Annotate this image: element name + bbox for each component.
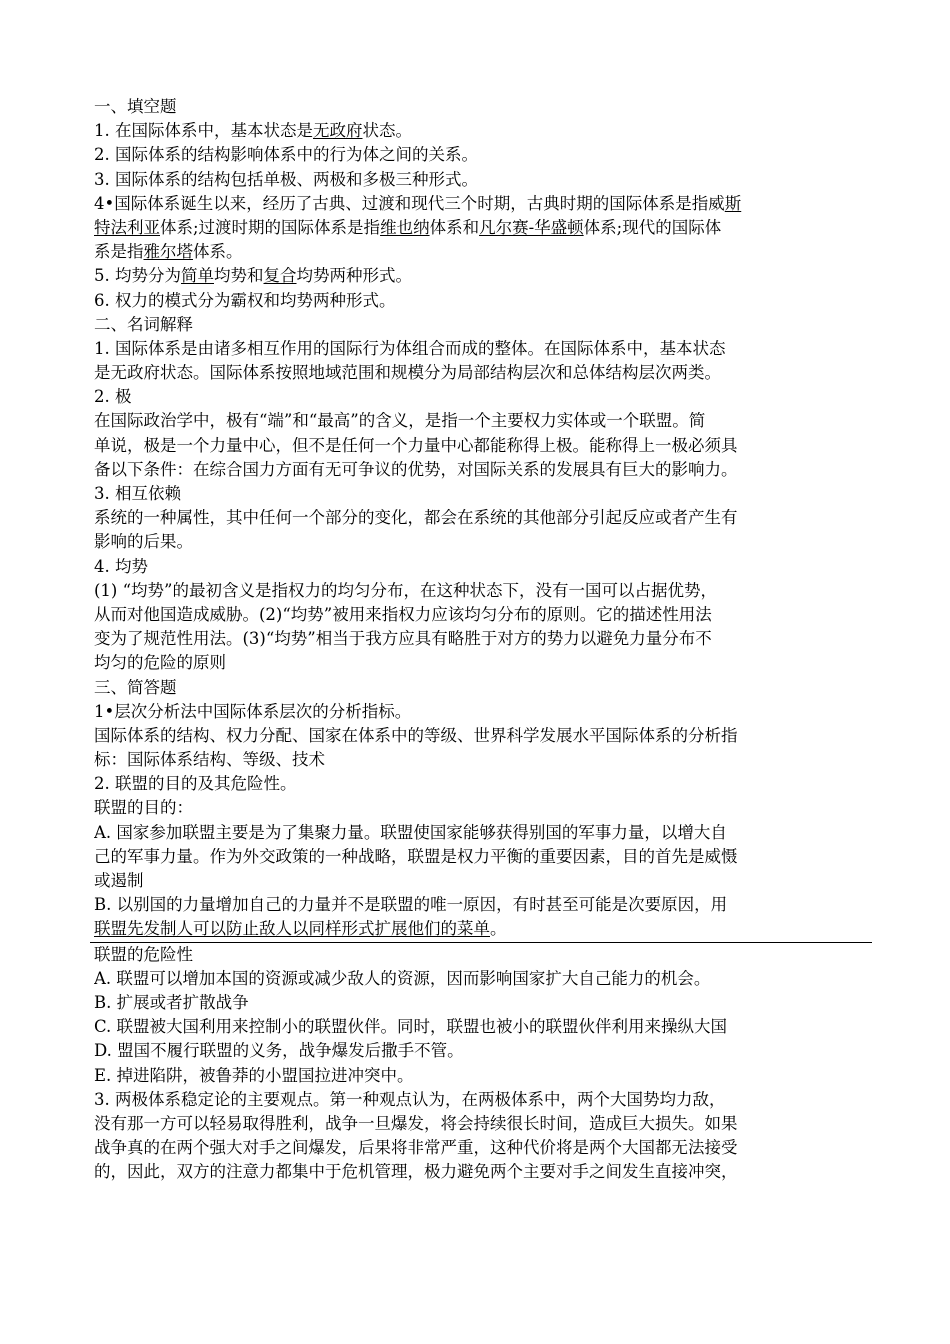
answer-underlined: 维也纳 (380, 217, 430, 237)
short-1-text: 标：国际体系结构、等级、技术 (94, 750, 325, 770)
section-title-fill-in: 一、填空题 (94, 97, 177, 116)
answer-underlined: 复合 (263, 266, 297, 286)
short-2-item-b: B. 以别国的力量增加自己的力量并不是联盟的唯一原因，有时甚至可能是次要原因，用 (94, 895, 728, 915)
term-4-text: 从而对他国造成威胁。(2)“均势”被用来指权力应该均匀分布的原则。它的描述性用法 (94, 604, 712, 624)
term-1-text: 1. 国际体系是由诸多相互作用的国际行为体组合而成的整体。在国际体系中，基本状态 (94, 338, 726, 358)
short-2-item-b: 联盟先发制人可以防止敌人以同样形式扩展他们的菜单。 (94, 919, 507, 939)
term-4-text: 变为了规范性用法。(3)“均势”相当于我方应具有略胜于对方的势力以避免力量分布不 (94, 629, 712, 649)
short-3-text: 没有那一方可以轻易取得胜利，战争一旦爆发，将会持续很长时间，造成巨大损失。如果 (94, 1113, 738, 1133)
short-2-item-a: 己的军事力量。作为外交政策的一种战略，联盟是权力平衡的重要因素，目的首先是威慑 (94, 846, 738, 866)
short-3-text: 的，因此，双方的注意力都集中于危机管理，极力避免两个主要对手之间发生直接冲突， (94, 1162, 738, 1182)
fill-question-6: 6. 权力的模式分为霸权和均势两种形式。 (94, 290, 396, 310)
term-4-text: 均匀的危险的原则 (94, 653, 226, 673)
fill-question-4-cont: 特法利亚体系;过渡时期的国际体系是指维也纳体系和凡尔赛-华盛顿体系;现代的国际体 (94, 217, 722, 237)
term-2-text: 在国际政治学中，极有“端”和“最高”的含义，是指一个主要权力实体或一个联盟。简 (94, 411, 706, 431)
short-1-heading: 1•层次分析法中国际体系层次的分析指标。 (94, 701, 412, 721)
fill-question-4-cont: 系是指雅尔塔体系。 (94, 242, 243, 262)
answer-underlined: 凡尔赛-华盛顿 (479, 217, 584, 237)
answer-underlined: 无政府 (313, 121, 363, 141)
fill-question-5: 5. 均势分为简单均势和复合均势两种形式。 (94, 266, 412, 286)
term-3-text: 系统的一种属性，其中任何一个部分的变化，都会在系统的其他部分引起反应或者产生有 (94, 508, 738, 528)
short-3-text: 战争真的在两个强大对手之间爆发，后果将非常严重，这种代价将是两个大国都无法接受 (94, 1138, 738, 1158)
danger-item-e: E. 掉进陷阱，被鲁莽的小盟国拉进冲突中。 (94, 1065, 414, 1085)
short-2-purpose-label: 联盟的目的： (94, 798, 193, 818)
term-4-heading: 4. 均势 (94, 556, 148, 576)
term-4-text: (1) “均势”的最初含义是指权力的均匀分布，在这种状态下，没有一国可以占据优势， (94, 580, 717, 600)
term-1-text: 是无政府状态。国际体系按照地域范围和规模分为局部结构层次和总体结构层次两类。 (94, 363, 721, 383)
document-page (94, 95, 866, 1184)
danger-item-b: B. 扩展或者扩散战争 (94, 992, 249, 1012)
answer-underlined: 斯 (724, 193, 742, 213)
term-3-text: 影响的后果。 (94, 532, 193, 552)
danger-item-a: A. 联盟可以增加本国的资源或减少敌人的资源，因而影响国家扩大自己能力的机会。 (94, 968, 711, 988)
term-2-text: 备以下条件：在综合国力方面有无可争议的优势，对国际关系的发展具有巨大的影响力。 (94, 459, 738, 479)
short-3-text: 3. 两极体系稳定论的主要观点。第一种观点认为，在两极体系中，两个大国势均力敌， (94, 1089, 726, 1109)
underlined-text: 联盟先发制人可以防止敌人以同样形式扩展他们的菜单 (94, 919, 490, 939)
fill-question-4: 4•国际体系诞生以来，经历了古典、过渡和现代三个时期，古典时期的国际体系是指威斯 (94, 193, 742, 213)
fill-question-3: 3. 国际体系的结构包括单极、两极和多极三种形式。 (94, 169, 478, 189)
section-title-terms: 二、名词解释 (94, 314, 193, 334)
danger-item-d: D. 盟国不履行联盟的义务，战争爆发后撒手不管。 (94, 1041, 464, 1061)
term-3-heading: 3. 相互依赖 (94, 484, 181, 503)
answer-underlined: 雅尔塔 (143, 242, 193, 262)
short-2-heading: 2. 联盟的目的及其危险性。 (94, 774, 297, 794)
answer-underlined: 特法利亚 (94, 217, 160, 237)
fill-question-1: 1. 在国际体系中，基本状态是无政府状态。 (94, 121, 412, 141)
answer-underlined: 简单 (181, 266, 214, 286)
short-2-danger-label: 联盟的危险性 (94, 944, 193, 964)
danger-item-c: C. 联盟被大国利用来控制小的联盟伙伴。同时，联盟也被小的联盟伙伴利用来操纵大国 (94, 1017, 728, 1037)
short-1-text: 国际体系的结构、权力分配、国家在体系中的等级、世界科学发展水平国际体系的分析指 (94, 725, 738, 745)
fill-question-2: 2. 国际体系的结构影响体系中的行为体之间的关系。 (94, 145, 478, 165)
term-2-heading: 2. 极 (94, 387, 132, 407)
term-2-text: 单说，极是一个力量中心，但不是任何一个力量中心都能称得上极。能称得上一极必须具 (94, 435, 738, 455)
short-2-item-a: A. 国家参加联盟主要是为了集聚力量。联盟使国家能够获得别国的军事力量，以增大自 (94, 822, 727, 842)
short-2-item-a: 或遏制 (94, 871, 144, 890)
section-title-short-answer: 三、简答题 (94, 677, 177, 697)
